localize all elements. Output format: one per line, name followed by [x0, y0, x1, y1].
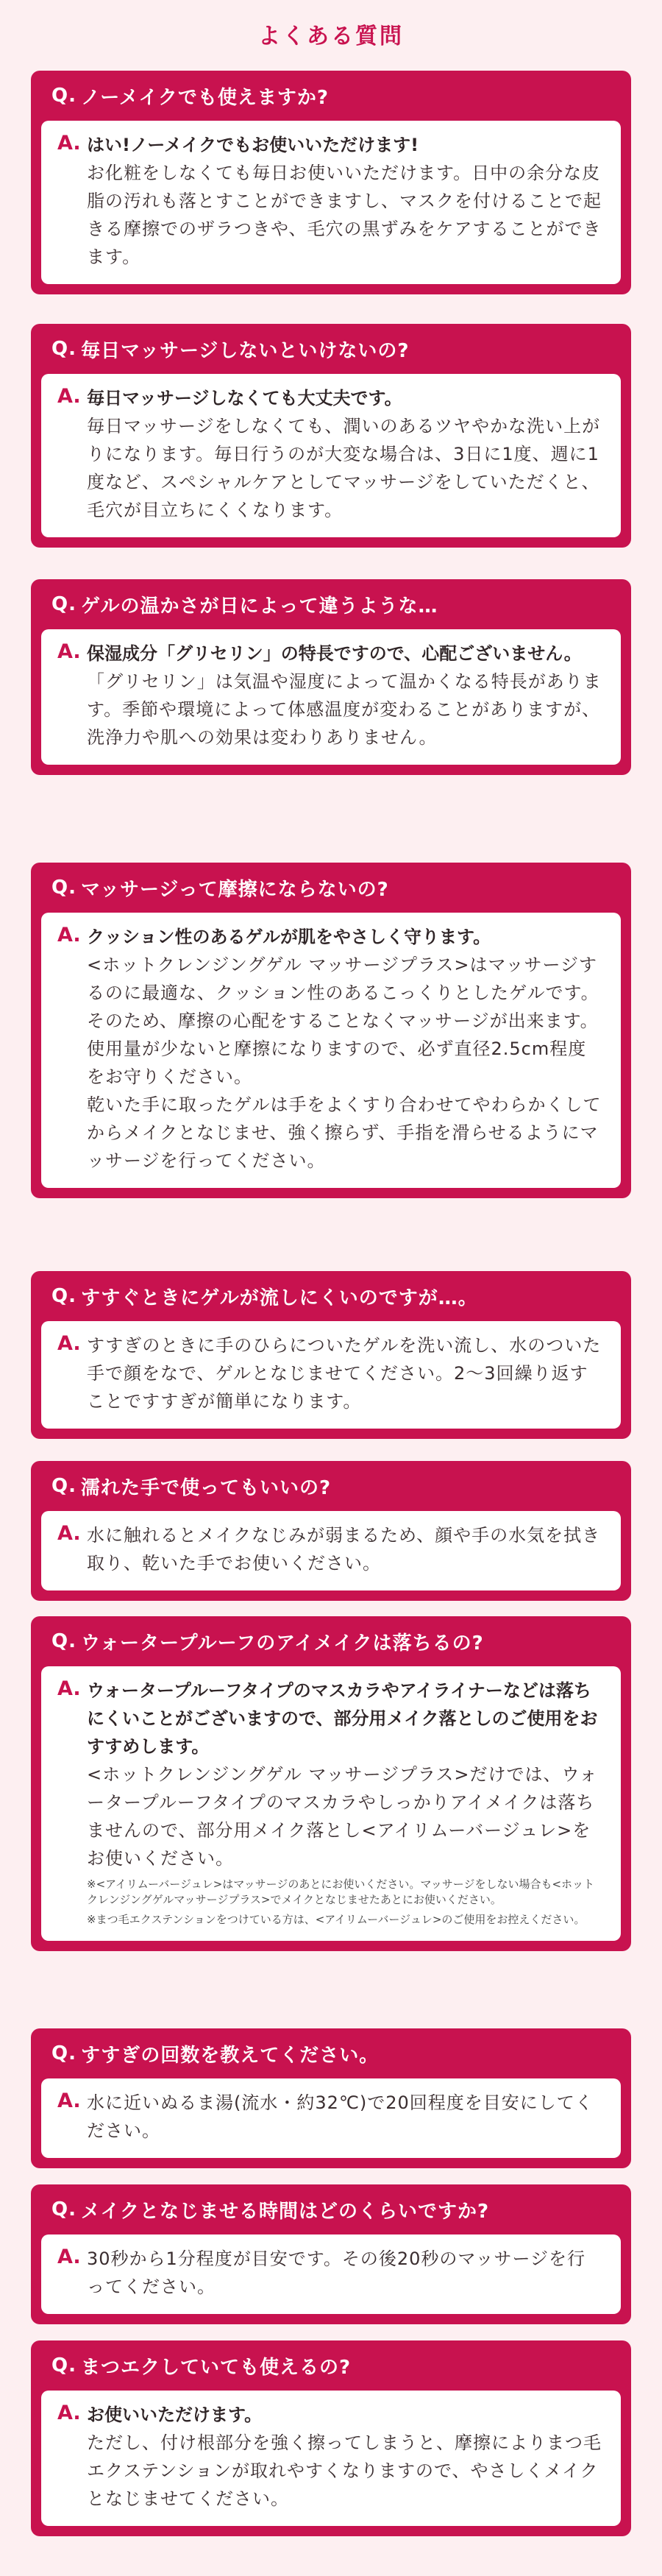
- faq-item: [31, 863, 631, 1198]
- answer-mark-label: A.: [57, 2246, 81, 2268]
- answer-note: ※まつ毛エクステンションをつけている方は、<アイリムーバージュレ>のご使用をお控えください。: [87, 1913, 586, 1926]
- question-text: メイクとなじませる時間はどのくらいですか?: [80, 2200, 490, 2223]
- faq-answer: [41, 121, 621, 284]
- faq-question: [31, 2340, 631, 2391]
- answer-mark-label: A.: [57, 1332, 81, 1355]
- faq-answer: [41, 913, 621, 1188]
- faq-question: [31, 2028, 631, 2078]
- faq-item: [31, 2340, 631, 2536]
- answer-lead: 毎日マッサージしなくても大丈夫です。: [87, 388, 402, 408]
- faq-answer: [41, 1321, 621, 1429]
- answer-mark-label: A.: [57, 640, 81, 663]
- answer-text: 使用量が少ないと摩擦になりますので、必ず直径2.5cm程度をお守りください。: [87, 1038, 587, 1087]
- faq-item: [31, 324, 631, 548]
- faq-question: [31, 863, 631, 913]
- faq-question: [31, 1616, 631, 1666]
- answer-text: ただし、付け根部分を強く擦ってしまうと、摩擦によりまつ毛エクステンションが取れやすくなりますので、やさしくメイクとなじませてください。: [87, 2432, 602, 2509]
- question-text: ウォータープルーフのアイメイクは落ちるの?: [80, 1632, 484, 1655]
- answer-mark-label: A.: [57, 1522, 81, 1545]
- faq-item: [31, 1271, 631, 1439]
- faq-item: [31, 579, 631, 775]
- question-text: 毎日マッサージしないといけないの?: [80, 339, 410, 362]
- answer-text: 30秒から1分程度が目安です。その後20秒のマッサージを行ってください。: [87, 2248, 586, 2297]
- answer-mark-label: A.: [57, 2090, 81, 2112]
- answer-text: 毎日マッサージをしなくても、潤いのあるツヤやかな洗い上がりになります。毎日行うのが大変な場合は、3日に1度、週に1度など、スペシャルケアとしてマッサージをしていただくと、毛穴が目立ちにくくなります。: [87, 416, 601, 520]
- question-text: すすぐときにゲルが流しにくいのですが…。: [80, 1287, 478, 1309]
- faq-question: [31, 324, 631, 374]
- answer-lead: クッション性のあるゲルが肌をやさしく守ります。: [87, 927, 491, 947]
- faq-answer: [41, 2391, 621, 2526]
- answer-mark-label: A.: [57, 924, 81, 946]
- faq-answer: [41, 2234, 621, 2314]
- question-text: 濡れた手で使ってもいいの?: [80, 1476, 332, 1499]
- faq-answer: [41, 374, 621, 537]
- question-mark-label: Q.: [51, 593, 76, 615]
- question-mark-label: Q.: [51, 85, 76, 107]
- faq-question: [31, 2184, 631, 2234]
- question-mark-label: Q.: [51, 2354, 76, 2377]
- question-mark-label: Q.: [51, 2042, 76, 2064]
- faq-item: [31, 1461, 631, 1601]
- faq-answer: [41, 1511, 621, 1590]
- answer-text: 水に触れるとメイクなじみが弱まるため、顔や手の水気を拭き取り、乾いた手でお使いください。: [87, 1525, 601, 1574]
- question-mark-label: Q.: [51, 1630, 76, 1652]
- answer-text: <ホットクレンジングゲル マッサージプラス>だけでは、ウォータープルーフタイプのマスカラやしっかりアイメイクは落ちませんので、部分用メイク落とし<アイリムーバージュレ>をお使いください。: [87, 1764, 598, 1869]
- answer-text: お化粧をしなくても毎日お使いいただけます。日中の余分な皮脂の汚れも落とすことができますし、マスクを付けることで起きる摩擦でのザラつきや、毛穴の黒ずみをケアすることができます。: [87, 163, 602, 267]
- faq-item: [31, 2184, 631, 2324]
- faq-question: [31, 579, 631, 629]
- answer-text: 「グリセリン」は気温や湿度によって温かくなる特長があります。季節や環境によって体感温度が変わることがありますが、洗浄力や肌への効果は変わりありません。: [87, 671, 602, 748]
- faq-answer: [41, 1666, 621, 1941]
- question-text: ゲルの温かさが日によって違うような…: [80, 595, 438, 618]
- answer-text: 乾いた手に取ったゲルは手をよくすり合わせてやわらかくしてからメイクとなじませ、強く擦らず、手指を滑らせるようにマッサージを行ってください。: [87, 1094, 602, 1171]
- answer-note: ※<アイリムーバージュレ>はマッサージのあとにお使いください。マッサージをしない場合も<ホットクレンジングゲルマッサージプラス>でメイクとなじませたあとにお使いください。: [87, 1878, 595, 1906]
- answer-lead: お使いいただけます。: [87, 2405, 263, 2425]
- question-mark-label: Q.: [51, 2198, 76, 2221]
- question-text: すすぎの回数を教えてください。: [80, 2044, 380, 2067]
- faq-answer: [41, 2078, 621, 2158]
- question-mark-label: Q.: [51, 1285, 76, 1307]
- answer-lead: はい!ノーメイクでもお使いいただけます!: [87, 135, 419, 155]
- answer-text: <ホットクレンジングゲル マッサージプラス>はマッサージするのに最適な、クッション性のあるこっくりとしたゲルです。そのため、摩擦の心配をすることなくマッサージが出来ます。: [87, 955, 599, 1031]
- faq-answer: [41, 629, 621, 765]
- answer-mark-label: A.: [57, 132, 81, 155]
- faq-question: [31, 71, 631, 121]
- faq-item: [31, 1616, 631, 1951]
- answer-text: 水に近いぬるま湯(流水・約32℃)で20回程度を目安にしてください。: [87, 2092, 594, 2141]
- answer-lead: 保湿成分「グリセリン」の特長ですので、心配ございません。: [87, 643, 582, 664]
- faq-question: [31, 1271, 631, 1321]
- answer-text: すすぎのときに手のひらについたゲルを洗い流し、水のついた手で顔をなで、ゲルとなじませてください。2〜3回繰り返すことですすぎが簡単になります。: [87, 1335, 602, 1412]
- answer-mark-label: A.: [57, 385, 81, 408]
- faq-question: [31, 1461, 631, 1511]
- question-text: まつエクしていても使えるの?: [80, 2356, 352, 2379]
- faq-item: [31, 2028, 631, 2168]
- answer-mark-label: A.: [57, 1677, 81, 1700]
- question-text: マッサージって摩擦にならないの?: [80, 878, 389, 901]
- answer-mark-label: A.: [57, 2402, 81, 2424]
- faq-item: [31, 71, 631, 294]
- answer-lead: ウォータープルーフタイプのマスカラやアイライナーなどは落ちにくいことがございますので、部分用メイク落としのご使用をおすすめします。: [87, 1680, 598, 1757]
- question-mark-label: Q.: [51, 877, 76, 899]
- question-mark-label: Q.: [51, 1475, 76, 1497]
- question-text: ノーメイクでも使えますか?: [80, 86, 329, 109]
- page-title: よくある質問: [258, 24, 404, 49]
- question-mark-label: Q.: [51, 338, 76, 360]
